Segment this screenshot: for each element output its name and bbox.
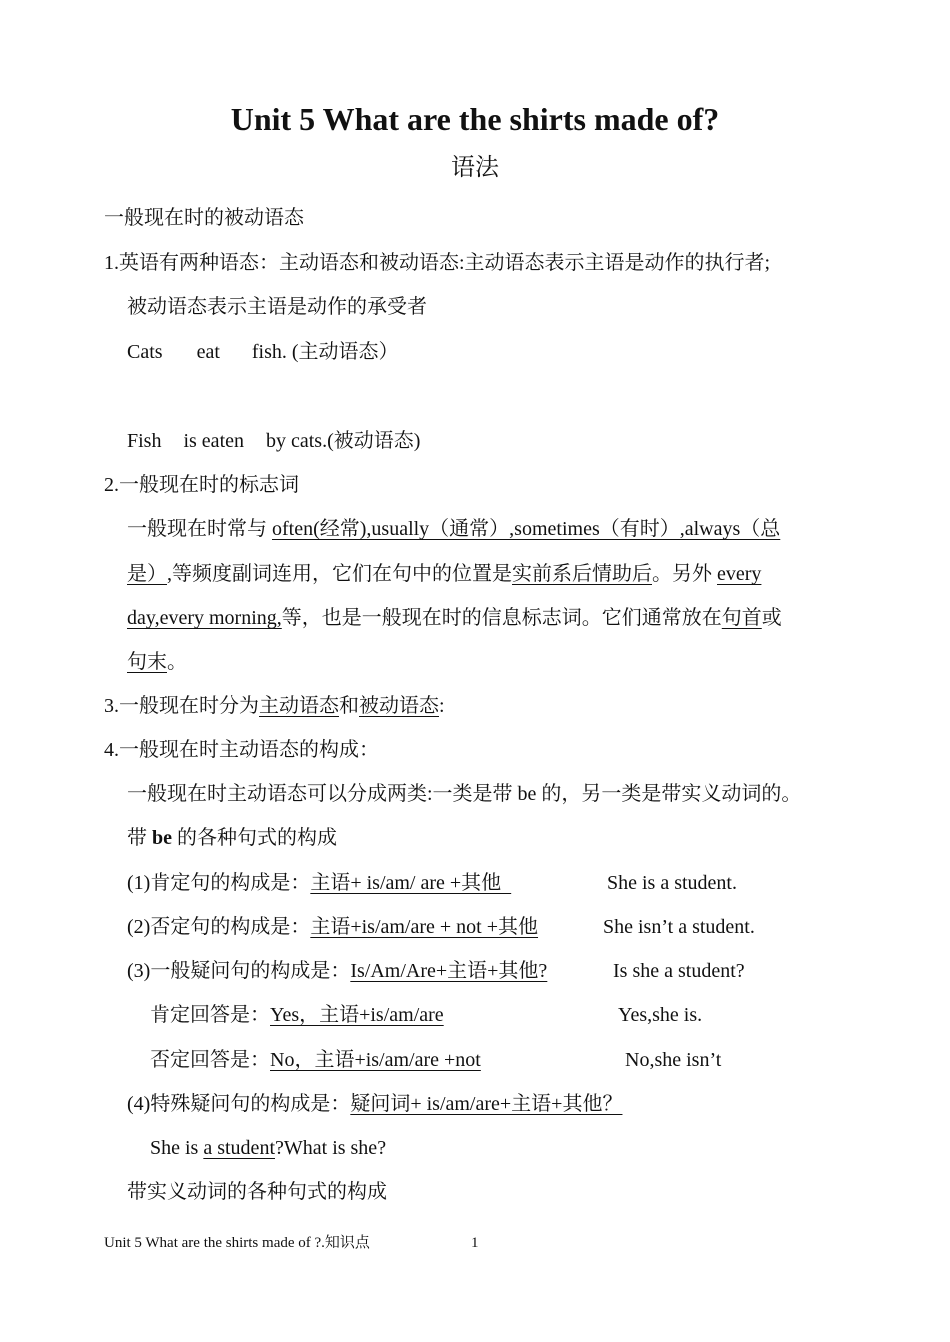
rule-formula: No，主语+is/am/are +not [270,1049,481,1071]
example-word: Fish [127,430,162,452]
text: 的各种句式的构成 [172,827,337,849]
text: 等，也是一般现在时的信息标志词。它们通常放在 [281,607,722,629]
rule-affirmative [127,871,511,895]
rule-formula: Is/Am/Are+主语+其他? [350,960,548,982]
rule-formula: 主语+is/am/are + not +其他 [310,916,539,938]
footer-text: Unit 5 What are the shirts made of ?.知识点 [104,1235,370,1251]
rule-short-no [150,1048,481,1072]
page-title: Unit 5 What are the shirts made of? [230,101,720,137]
rule-example: Is she a student? [613,960,745,982]
rule-example: Yes,she is. [618,1004,703,1026]
example-active [127,340,399,364]
page-subtitle: 语法 [451,155,499,181]
underlined-text: day,every morning, [127,607,282,629]
example-word: fish. (主动语态） [251,341,399,363]
rule-label: (1)肯定句的构成是： [127,872,311,894]
rule-negative [127,915,538,939]
text: 和 [339,695,359,717]
underlined-text: 被动语态 [359,695,439,717]
text: She is [150,1137,204,1159]
rule-label: 肯定回答是： [150,1004,270,1026]
text: : [439,695,445,717]
s3-line [104,694,445,718]
rule-yes-no-question [127,959,547,983]
rule-label: (3)一般疑问句的构成是： [127,960,351,982]
example-word: by cats.(被动语态) [266,430,421,452]
text: 。另外 [652,563,717,585]
text: ?What is she? [275,1137,387,1159]
s4-be-heading [127,826,337,850]
text: 。 [167,651,187,673]
s2-para-line4 [127,650,187,674]
text: ,等频度副词连用，它们在句中的位置是 [167,563,512,585]
s2-para-line2 [127,562,761,586]
s4-intro: 一般现在时主动语态可以分成两类:一类是带 be 的，另一类是带实义动词的。 [127,783,802,805]
underlined-text: 是） [127,563,167,585]
text: 3.一般现在时分为 [104,695,259,717]
rule-short-yes [150,1003,444,1027]
s2-para-line3 [127,606,782,630]
example-word: Cats [127,341,163,363]
rule-formula: 疑问词+ is/am/are+主语+其他？ [350,1093,623,1115]
rule-label: 否定回答是： [150,1049,270,1071]
rule-label: (2)否定句的构成是： [127,916,311,938]
rule-label: (4)特殊疑问句的构成是： [127,1093,351,1115]
underlined-text: 实前系后情助后 [512,563,652,585]
example-word: is eaten [183,430,244,452]
s2-para-line1 [127,517,780,541]
s1-line1: 1.英语有两种语态：主动语态和被动语态:主动语态表示主语是动作的执行者; [104,252,771,274]
rule-formula: Yes，主语+is/am/are [270,1004,444,1026]
underlined-text: a student [203,1137,275,1159]
underlined-text: 句首 [721,607,762,629]
page-number: 1 [471,1235,479,1251]
wh-example [150,1136,386,1160]
rule-example: She is a student. [607,872,737,894]
example-passive [127,429,420,453]
underlined-text: 句末 [127,651,167,673]
underlined-text: every [717,563,762,585]
rule-formula: 主语+ is/am/ are +其他 [310,872,512,894]
s2-heading: 2.一般现在时的标志词 [104,474,299,496]
text: 一般现在时常与 [127,518,272,540]
text: 或 [761,607,782,629]
s4-heading: 4.一般现在时主动语态的构成： [104,739,379,761]
underlined-text: 主动语态 [259,695,339,717]
rule-example: No,she isn’t [625,1049,722,1071]
rule-example: She isn’t a student. [603,916,755,938]
rule-wh-question [127,1092,622,1116]
example-word: eat [196,341,220,363]
text: 带 [127,827,152,849]
s4-last-heading: 带实义动词的各种句式的构成 [127,1181,387,1203]
s1-line2: 被动语态表示主语是动作的承受者 [127,296,427,318]
underlined-text: often(经常),usually（通常）,sometimes（有时）,always（总 [272,518,781,540]
bold-text: be [152,827,172,849]
section-heading: 一般现在时的被动语态 [104,207,304,229]
